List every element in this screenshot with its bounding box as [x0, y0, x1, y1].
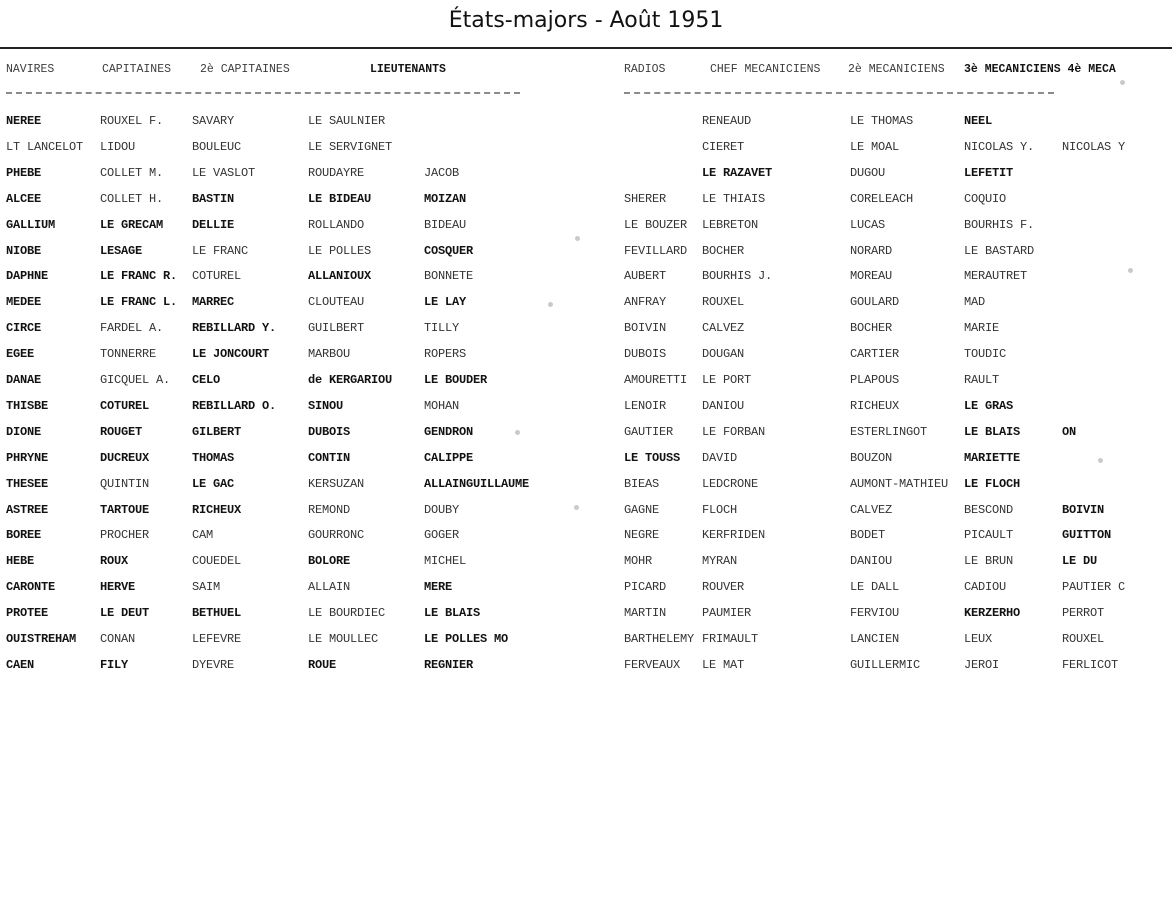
table-cell: CORELEACH: [850, 191, 914, 206]
header-underline-left: [6, 92, 520, 94]
table-cell: KERZERHO: [964, 606, 1021, 621]
table-cell: GOULARD: [850, 295, 900, 310]
table-cell: ALLAINGUILLAUME: [424, 476, 530, 491]
table-cell: LE FRANC L.: [100, 295, 178, 310]
header-radios: RADIOS: [624, 63, 666, 76]
table-cell: COLLET H.: [100, 191, 164, 206]
table-cell: MICHEL: [424, 554, 467, 569]
header-capitaines: CAPITAINES: [102, 63, 172, 76]
table-cell: HERVE: [100, 580, 136, 595]
table-cell: CELO: [192, 373, 221, 387]
table-cell: BOLORE: [308, 554, 351, 569]
table-cell: COUEDEL: [192, 554, 242, 569]
table-cell: ALLAIN: [308, 580, 351, 595]
header-2e-mecaniciens: 2è MECANICIENS: [848, 63, 945, 76]
table-row: [0, 528, 1172, 546]
table-cell: THESEE: [6, 476, 49, 491]
table-cell: LE POLLES MO: [424, 632, 509, 646]
table-cell: RICHEUX: [192, 502, 242, 517]
header-navires: NAVIRES: [6, 63, 55, 76]
table-cell: NICOLAS Y: [1062, 139, 1126, 154]
table-cell: ROUE: [308, 657, 337, 672]
table-cell: LE FRANC: [192, 243, 249, 258]
table-row: [0, 114, 1172, 132]
table-cell: NEREE: [6, 114, 42, 128]
table-cell: MOIZAN: [424, 191, 467, 206]
table-cell: LE FORBAN: [702, 424, 766, 439]
table-cell: BASTIN: [192, 191, 235, 206]
table-cell: ROUXEL: [1062, 632, 1105, 646]
table-cell: LIDOU: [100, 139, 136, 154]
table-cell: FARDEL A.: [100, 321, 164, 336]
table-cell: LE THIAIS: [702, 191, 766, 206]
table-cell: NORARD: [850, 243, 893, 258]
table-cell: LE BASTARD: [964, 243, 1035, 258]
table-cell: LE POLLES: [308, 243, 372, 258]
table-cell: LE MOULLEC: [308, 632, 379, 646]
table-cell: LE THOMAS: [850, 114, 914, 128]
table-cell: BETHUEL: [192, 606, 242, 621]
table-cell: ON: [1062, 424, 1077, 439]
table-cell: CARONTE: [6, 580, 56, 595]
table-cell: BOIVIN: [624, 321, 667, 336]
table-row: [0, 503, 1172, 521]
table-cell: CALVEZ: [702, 321, 745, 336]
table-cell: de KERGARIOU: [308, 373, 393, 387]
table-cell: CALVEZ: [850, 502, 893, 517]
table-cell: CAM: [192, 528, 214, 543]
table-cell: LE MAT: [702, 657, 745, 672]
table-row: [0, 554, 1172, 572]
table-cell: COQUIO: [964, 191, 1007, 206]
table-cell: FLOCH: [702, 502, 738, 517]
table-cell: LE DU: [1062, 554, 1098, 569]
table-cell: NEEL: [964, 114, 993, 128]
table-cell: DAPHNE: [6, 269, 49, 284]
table-cell: THISBE: [6, 398, 49, 413]
scan-speck: [515, 430, 520, 435]
table-cell: PROTEE: [6, 606, 49, 621]
table-cell: CADIOU: [964, 580, 1007, 595]
table-cell: GICQUEL A.: [100, 373, 171, 387]
table-cell: NEGRE: [624, 528, 660, 543]
table-cell: PAUTIER C: [1062, 580, 1126, 595]
header-3e-mecaniciens: 3è MECANICIENS 4è MECA: [964, 63, 1116, 76]
table-cell: DUCREUX: [100, 450, 150, 465]
table-cell: FERLICOT: [1062, 657, 1119, 672]
table-cell: AUMONT-MATHIEU: [850, 476, 949, 491]
table-cell: LE BLAIS: [424, 606, 481, 621]
table-row: [0, 192, 1172, 210]
table-cell: NICOLAS Y.: [964, 139, 1035, 154]
table-cell: LEBRETON: [702, 217, 759, 232]
table-cell: BOURHIS J.: [702, 269, 773, 284]
table-row: [0, 140, 1172, 158]
table-cell: REBILLARD O.: [192, 398, 277, 413]
table-cell: DELLIE: [192, 217, 235, 232]
scan-speck: [548, 302, 553, 307]
table-cell: GOGER: [424, 528, 460, 543]
table-cell: TILLY: [424, 321, 460, 336]
table-cell: BIEAS: [624, 476, 660, 491]
table-cell: TARTOUE: [100, 502, 150, 517]
table-cell: BONNETE: [424, 269, 474, 284]
table-cell: LEDCRONE: [702, 476, 759, 491]
table-cell: KERSUZAN: [308, 476, 365, 491]
table-cell: JACOB: [424, 165, 460, 180]
table-cell: LEFETIT: [964, 165, 1014, 180]
table-cell: RICHEUX: [850, 398, 900, 413]
table-cell: PROCHER: [100, 528, 150, 543]
table-cell: LE TOUSS: [624, 450, 681, 465]
table-cell: DUBOIS: [308, 424, 351, 439]
table-cell: MARIE: [964, 321, 1000, 336]
table-row: [0, 477, 1172, 495]
table-cell: BOULEUC: [192, 139, 242, 154]
table-row: [0, 347, 1172, 365]
table-cell: BOIVIN: [1062, 502, 1105, 517]
table-cell: LE FRANC R.: [100, 269, 178, 284]
table-cell: PHEBE: [6, 165, 42, 180]
table-cell: COTUREL: [192, 269, 242, 284]
table-cell: TOUDIC: [964, 347, 1007, 362]
table-cell: ALCEE: [6, 191, 42, 206]
table-cell: PICARD: [624, 580, 667, 595]
table-cell: MARBOU: [308, 347, 351, 362]
table-cell: BIDEAU: [424, 217, 467, 232]
table-row: [0, 632, 1172, 650]
table-cell: MERAUTRET: [964, 269, 1028, 284]
table-row: [0, 606, 1172, 624]
table-cell: MEDEE: [6, 295, 42, 310]
table-cell: CONAN: [100, 632, 136, 646]
table-cell: JEROI: [964, 657, 1000, 672]
table-cell: CAEN: [6, 657, 35, 672]
table-cell: ESTERLINGOT: [850, 424, 928, 439]
table-cell: LESAGE: [100, 243, 143, 258]
table-cell: ROUDAYRE: [308, 165, 365, 180]
table-cell: DANIOU: [702, 398, 745, 413]
header-chef-mecaniciens: CHEF MECANICIENS: [710, 63, 821, 76]
table-cell: BOCHER: [702, 243, 745, 258]
table-cell: COLLET M.: [100, 165, 164, 180]
table-cell: CONTIN: [308, 450, 351, 465]
table-cell: LE BOURDIEC: [308, 606, 386, 621]
scanned-document: [0, 50, 1172, 680]
header-underline-right: [624, 92, 1054, 94]
table-cell: LE VASLOT: [192, 165, 256, 180]
table-cell: LE GAC: [192, 476, 235, 491]
table-cell: BOCHER: [850, 321, 893, 336]
table-cell: ANFRAY: [624, 295, 667, 310]
table-cell: DANIOU: [850, 554, 893, 569]
table-cell: LE PORT: [702, 373, 752, 387]
table-cell: BOURHIS F.: [964, 217, 1035, 232]
table-cell: FEVILLARD: [624, 243, 688, 258]
scan-speck: [574, 505, 579, 510]
table-cell: SAVARY: [192, 114, 235, 128]
table-cell: DANAE: [6, 373, 42, 387]
table-cell: ROLLANDO: [308, 217, 365, 232]
table-cell: FERVIOU: [850, 606, 900, 621]
table-row: [0, 218, 1172, 236]
table-cell: LANCIEN: [850, 632, 900, 646]
table-row: [0, 321, 1172, 339]
table-row: [0, 295, 1172, 313]
table-cell: SHERER: [624, 191, 667, 206]
table-cell: CALIPPE: [424, 450, 474, 465]
table-cell: CIERET: [702, 139, 745, 154]
table-cell: LE BOUZER: [624, 217, 688, 232]
table-cell: LE SAULNIER: [308, 114, 386, 128]
scan-speck: [1098, 458, 1103, 463]
table-cell: CLOUTEAU: [308, 295, 365, 310]
table-cell: OUISTREHAM: [6, 632, 77, 646]
table-cell: FILY: [100, 657, 129, 672]
table-cell: RENEAUD: [702, 114, 752, 128]
table-cell: QUINTIN: [100, 476, 150, 491]
table-cell: REBILLARD Y.: [192, 321, 277, 336]
table-cell: LE LAY: [424, 295, 467, 310]
table-cell: MOREAU: [850, 269, 893, 284]
table-cell: DUBOIS: [624, 347, 667, 362]
table-cell: LE RAZAVET: [702, 165, 773, 180]
table-cell: SAIM: [192, 580, 221, 595]
table-cell: PLAPOUS: [850, 373, 900, 387]
table-cell: BOREE: [6, 528, 42, 543]
table-cell: BODET: [850, 528, 886, 543]
table-cell: LE SERVIGNET: [308, 139, 393, 154]
table-cell: TONNERRE: [100, 347, 157, 362]
table-cell: DOUBY: [424, 502, 460, 517]
table-cell: LE GRAS: [964, 398, 1014, 413]
table-row: [0, 244, 1172, 262]
table-cell: COSQUER: [424, 243, 474, 258]
table-cell: LE DALL: [850, 580, 900, 595]
table-cell: MARTIN: [624, 606, 667, 621]
table-cell: LE JONCOURT: [192, 347, 270, 362]
table-cell: MARREC: [192, 295, 235, 310]
table-cell: MARIETTE: [964, 450, 1021, 465]
table-cell: MERE: [424, 580, 453, 595]
table-cell: BARTHELEMY: [624, 632, 695, 646]
table-cell: THOMAS: [192, 450, 235, 465]
table-cell: LE BRUN: [964, 554, 1014, 569]
table-cell: EGEE: [6, 347, 35, 362]
table-cell: ROUXEL F.: [100, 114, 164, 128]
table-cell: GOURRONC: [308, 528, 365, 543]
table-cell: GALLIUM: [6, 217, 56, 232]
table-cell: LEUX: [964, 632, 993, 646]
table-cell: GAUTIER: [624, 424, 674, 439]
table-cell: PERROT: [1062, 606, 1105, 621]
header-lieutenants: LIEUTENANTS: [370, 63, 446, 76]
table-cell: KERFRIDEN: [702, 528, 766, 543]
table-cell: ROUX: [100, 554, 129, 569]
table-cell: FERVEAUX: [624, 657, 681, 672]
title-divider: [0, 47, 1172, 49]
table-cell: LE BIDEAU: [308, 191, 372, 206]
table-cell: LEFEVRE: [192, 632, 242, 646]
table-cell: REMOND: [308, 502, 351, 517]
table-cell: CARTIER: [850, 347, 900, 362]
table-cell: LUCAS: [850, 217, 886, 232]
table-cell: SINOU: [308, 398, 344, 413]
table-cell: MOHR: [624, 554, 653, 569]
table-cell: CIRCE: [6, 321, 42, 336]
table-cell: LE DEUT: [100, 606, 150, 621]
table-cell: LE MOAL: [850, 139, 900, 154]
table-cell: ROUGET: [100, 424, 143, 439]
table-cell: DIONE: [6, 424, 42, 439]
table-cell: GILBERT: [192, 424, 242, 439]
scan-speck: [1120, 80, 1125, 85]
table-cell: RAULT: [964, 373, 1000, 387]
table-cell: PICAULT: [964, 528, 1014, 543]
table-cell: FRIMAULT: [702, 632, 759, 646]
table-row: [0, 658, 1172, 676]
table-row: [0, 425, 1172, 443]
table-cell: BESCOND: [964, 502, 1014, 517]
scan-speck: [575, 236, 580, 241]
table-cell: PAUMIER: [702, 606, 752, 621]
table-cell: ASTREE: [6, 502, 49, 517]
table-cell: GUILBERT: [308, 321, 365, 336]
table-cell: GUITTON: [1062, 528, 1112, 543]
table-cell: GENDRON: [424, 424, 474, 439]
table-cell: GUILLERMIC: [850, 657, 921, 672]
table-cell: DOUGAN: [702, 347, 745, 362]
table-cell: HEBE: [6, 554, 35, 569]
table-cell: LE GRECAM: [100, 217, 164, 232]
table-cell: PHRYNE: [6, 450, 49, 465]
table-cell: REGNIER: [424, 657, 474, 672]
table-cell: ROPERS: [424, 347, 467, 362]
page-title: États-majors - Août 1951: [448, 8, 724, 33]
table-cell: LE BOUDER: [424, 373, 488, 387]
table-cell: GAGNE: [624, 502, 660, 517]
header-2e-capitaines: 2è CAPITAINES: [200, 63, 290, 76]
table-cell: ALLANIOUX: [308, 269, 372, 284]
table-cell: ROUXEL: [702, 295, 745, 310]
table-cell: MOHAN: [424, 398, 460, 413]
table-cell: LT LANCELOT: [6, 139, 84, 154]
table-row: [0, 166, 1172, 184]
table-cell: NIOBE: [6, 243, 42, 258]
table-cell: MYRAN: [702, 554, 738, 569]
table-row: [0, 580, 1172, 598]
table-row: [0, 399, 1172, 417]
table-cell: COTUREL: [100, 398, 150, 413]
table-cell: DUGOU: [850, 165, 886, 180]
table-cell: LE BLAIS: [964, 424, 1021, 439]
table-cell: DAVID: [702, 450, 738, 465]
table-cell: DYEVRE: [192, 657, 235, 672]
table-row: [0, 373, 1172, 391]
scan-speck: [1128, 268, 1133, 273]
table-cell: MAD: [964, 295, 986, 310]
table-row: [0, 269, 1172, 287]
table-cell: AUBERT: [624, 269, 667, 284]
table-row: [0, 451, 1172, 469]
table-cell: ROUVER: [702, 580, 745, 595]
table-cell: AMOURETTI: [624, 373, 688, 387]
table-cell: LENOIR: [624, 398, 667, 413]
table-cell: LE FLOCH: [964, 476, 1021, 491]
table-cell: BOUZON: [850, 450, 893, 465]
